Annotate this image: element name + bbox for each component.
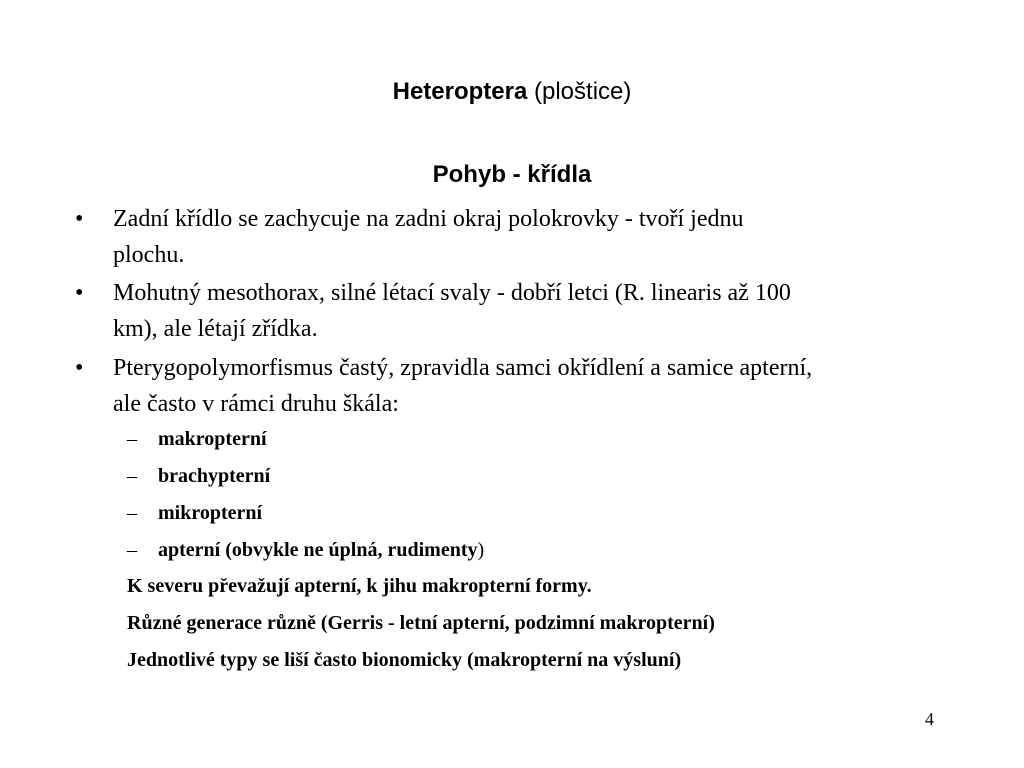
bullet-text — [113, 350, 963, 422]
sub-marker: – — [127, 539, 137, 561]
bullet-line: Mohutný mesothorax, silné létací svaly - dobří letci (R. linearis až 100 — [113, 280, 791, 306]
bullet-marker: • — [75, 355, 84, 381]
bullet-line: ale často v rámci druhu škála: — [113, 391, 399, 417]
sub-text-bold: apterní (obvykle ne úplná, rudimenty — [158, 539, 478, 561]
bullet-marker: • — [75, 206, 84, 232]
slide-title-bold: Heteroptera — [392, 78, 528, 105]
bullet-text — [113, 275, 963, 347]
note-line-1: K severu převažují apterní, k jihu makropterní formy. — [127, 575, 592, 597]
sub-text — [158, 537, 484, 563]
sub-marker: – — [127, 428, 137, 450]
slide-subtitle: Pohyb - křídla — [432, 161, 592, 188]
note-line-2: Různé generace různě (Gerris - letní apterní, podzimní makropterní) — [127, 612, 715, 634]
sub-text — [158, 500, 262, 526]
note-line-3: Jednotlivé typy se liší často bionomicky (makropterní na výsluní) — [127, 649, 682, 671]
sub-text — [158, 426, 267, 452]
sub-marker: – — [127, 465, 137, 487]
bullet-line: km), ale létají zřídka. — [113, 316, 318, 342]
bullet-text — [113, 201, 963, 273]
bullet-marker: • — [75, 280, 84, 306]
sub-text-rest: ) — [477, 539, 485, 561]
bullet-line: Pterygopolymorfismus častý, zpravidla samci okřídlení a samice apterní, — [113, 355, 813, 381]
sub-text-bold: mikropterní — [158, 502, 263, 524]
bullet-line: Zadní křídlo se zachycuje na zadni okraj polokrovky - tvoří jednu — [113, 206, 744, 232]
sub-text — [158, 463, 270, 489]
sub-text-bold: makropterní — [158, 428, 267, 450]
page-number: 4 — [925, 709, 934, 729]
slide-title-rest: (ploštice) — [527, 78, 632, 105]
slide-title — [0, 76, 1024, 108]
bullet-line: plochu. — [113, 242, 185, 268]
sub-text-bold: brachypterní — [158, 465, 271, 487]
sub-marker: – — [127, 502, 137, 524]
